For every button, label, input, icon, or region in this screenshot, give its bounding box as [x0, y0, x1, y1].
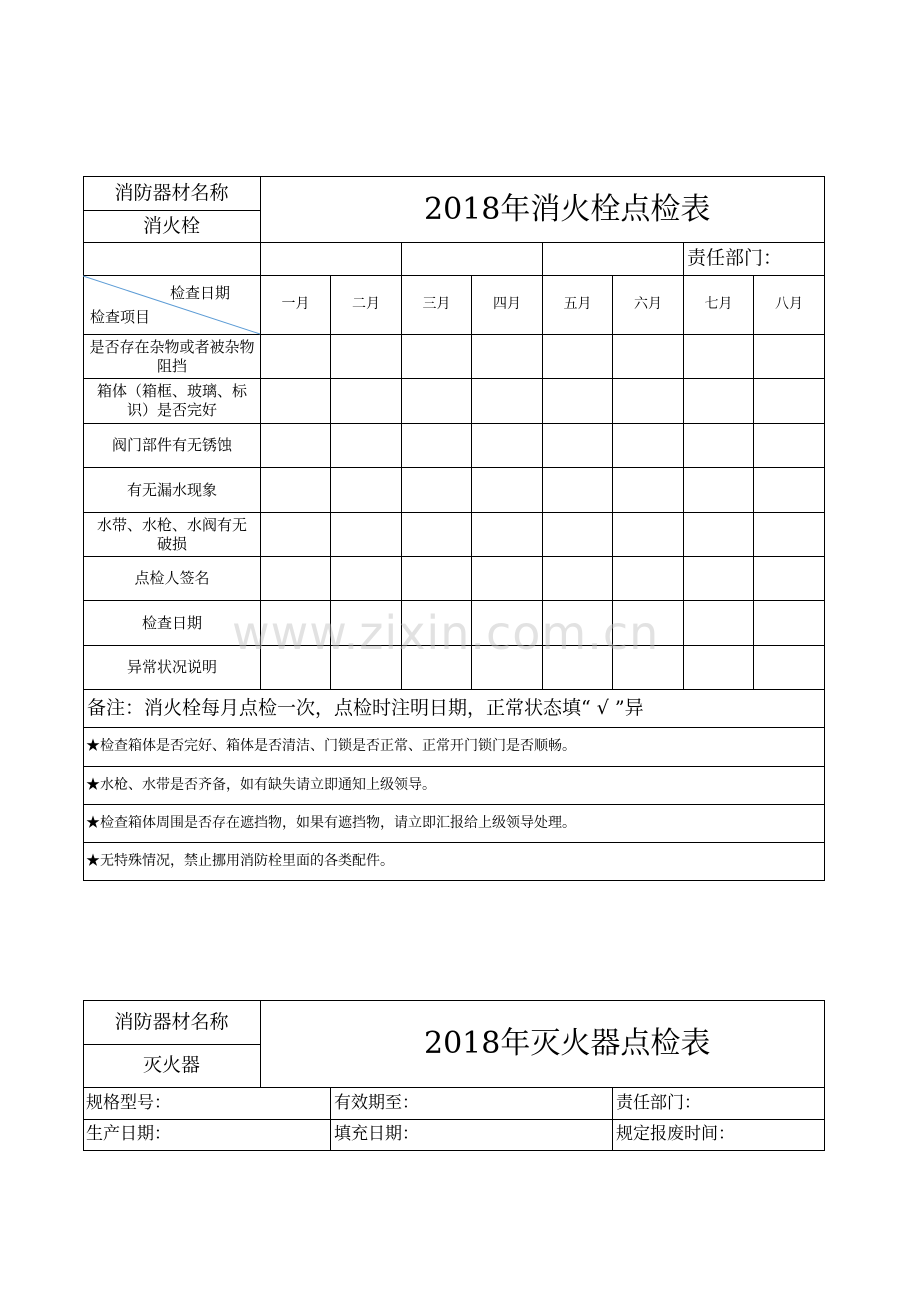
inspection-item-label: 箱体（箱框、玻璃、标识）是否完好	[96, 382, 247, 419]
note-line: ★无特殊情况，禁止挪用消防栓里面的各类配件。	[86, 852, 394, 869]
remark-text: 备注：消火栓每月点检一次，点检时注明日期，正常状态填“ √ ”异	[87, 696, 644, 719]
month-header: 二月	[352, 296, 380, 313]
note-line: ★检查箱体周围是否存在遮挡物，如果有遮挡物，请立即汇报给上级领导处理。	[86, 814, 576, 831]
month-header: 五月	[563, 296, 592, 313]
form-title: 2018年消火栓点检表	[424, 191, 711, 227]
model-label: 规格型号：	[86, 1092, 171, 1113]
header-inspect-date: 检查日期	[170, 284, 231, 302]
header-inspect-item: 检查项目	[90, 308, 151, 326]
inspection-item-label: 点检人签名	[134, 569, 210, 588]
month-header: 三月	[422, 296, 451, 313]
equipment-name-label: 消防器材名称	[114, 181, 229, 204]
inspection-item-label: 是否存在杂物或者被杂物阻挡	[89, 337, 255, 375]
equipment-name-label: 消防器材名称	[114, 1010, 229, 1033]
form-title: 2018年灭火器点检表	[424, 1026, 711, 1062]
responsible-dept-label: 责任部门：	[616, 1092, 701, 1113]
month-header: 七月	[704, 296, 733, 313]
note-line: ★检查箱体是否完好、箱体是否清洁、门锁是否正常、正常开门锁门是否顺畅。	[86, 738, 576, 755]
production-date-label: 生产日期：	[86, 1124, 171, 1145]
inspection-item-label: 有无漏水现象	[126, 480, 217, 499]
watermark-text: www.zixin.com.cn	[232, 606, 660, 660]
month-header: 八月	[775, 296, 803, 313]
inspection-item-label: 异常状况说明	[126, 658, 217, 677]
inspection-item-label: 检查日期	[141, 613, 202, 632]
scrap-date-label: 规定报废时间：	[616, 1124, 735, 1145]
fill-date-label: 填充日期：	[334, 1124, 419, 1145]
equipment-name-value: 灭火器	[142, 1054, 200, 1077]
month-header: 六月	[634, 296, 662, 313]
month-header: 一月	[281, 296, 310, 313]
month-header: 四月	[493, 296, 521, 313]
responsible-dept-label: 责任部门：	[687, 247, 783, 270]
valid-until-label: 有效期至：	[334, 1092, 419, 1113]
note-line: ★水枪、水带是否齐备，如有缺失请立即通知上级领导。	[86, 776, 436, 793]
equipment-name-value: 消火栓	[142, 214, 200, 237]
inspection-item-label: 水带、水枪、水阀有无破损	[96, 515, 247, 553]
inspection-item-label: 阀门部件有无锈蚀	[111, 436, 232, 455]
